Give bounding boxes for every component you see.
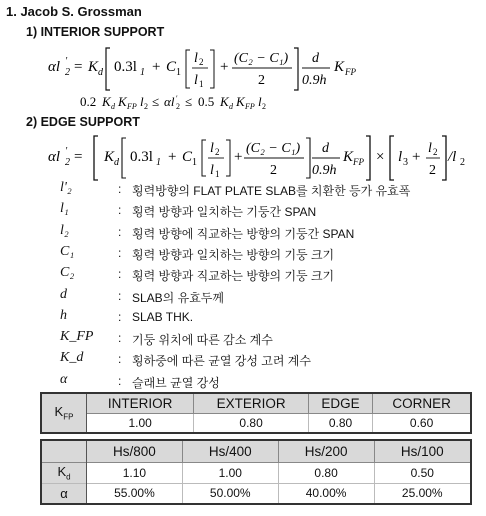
svg-text:d: d <box>111 102 115 111</box>
interior-limit <box>80 92 320 112</box>
section-edge-title: 2) EDGE SUPPORT <box>26 115 140 129</box>
definition-text: 슬래브 균열 강성 <box>132 376 220 390</box>
svg-text:+: + <box>168 149 177 165</box>
svg-text:FP: FP <box>245 102 255 111</box>
svg-text:0.9h: 0.9h <box>312 163 337 178</box>
kd-value-cell: 1.10 <box>87 462 183 483</box>
svg-text:+: + <box>220 59 229 75</box>
svg-text:+: + <box>412 149 421 165</box>
svg-text:K: K <box>220 94 229 109</box>
definition-symbol: l₁ <box>60 201 69 216</box>
svg-text:1: 1 <box>192 157 197 168</box>
alpha-row-label: α <box>41 483 87 504</box>
svg-text:(C₂ − C₁): (C₂ − C₁) <box>234 51 289 66</box>
alpha-value-cell: 25.00% <box>374 483 471 504</box>
svg-text:l: l <box>258 94 262 109</box>
svg-text:l: l <box>210 163 214 178</box>
kd-value-cell: 0.50 <box>374 462 471 483</box>
definition-colon: : <box>118 246 122 260</box>
svg-text:l: l <box>194 51 198 66</box>
alpha-value-cell: 55.00% <box>87 483 183 504</box>
definition-colon: : <box>118 310 122 324</box>
svg-text:0.9h: 0.9h <box>302 73 327 88</box>
svg-text:l: l <box>194 73 198 88</box>
svg-text:K: K <box>102 94 111 109</box>
svg-text:0.3l: 0.3l <box>130 149 153 165</box>
svg-text:K: K <box>104 149 115 165</box>
definition-colon: : <box>118 289 122 303</box>
svg-text:(C₂ − C₁): (C₂ − C₁) <box>246 141 301 156</box>
kfp-row-label: $K_{FP}$ <box>41 393 87 433</box>
definition-text: SLAB의 유효두께 <box>132 291 224 305</box>
svg-text:1: 1 <box>176 67 181 78</box>
definition-text: 횡력 방향에 직교하는 방향의 기둥간 SPAN <box>132 227 355 241</box>
definition-text: 횡력방향의 FLAT PLATE SLAB를 치환한 등가 유효폭 <box>132 184 411 198</box>
svg-text:2: 2 <box>270 163 277 178</box>
definition-symbol: α <box>60 372 68 387</box>
svg-text:K: K <box>334 59 345 75</box>
svg-text:≤: ≤ <box>185 94 193 109</box>
definition-symbol: l'₂ <box>60 180 72 195</box>
kfp-value-cell: 0.60 <box>373 413 471 433</box>
svg-text:1: 1 <box>199 79 204 89</box>
kd-table-corner <box>41 440 87 462</box>
kfp-header-cell: EXTERIOR <box>194 393 309 413</box>
svg-text:d: d <box>114 157 119 168</box>
svg-text:l: l <box>428 141 432 156</box>
svg-text:≤: ≤ <box>152 94 160 109</box>
svg-text:αl: αl <box>48 149 61 165</box>
svg-text:K: K <box>343 149 354 165</box>
svg-text:+: + <box>152 59 161 75</box>
definition-text: 횡하중에 따른 균열 강성 고려 계수 <box>132 354 311 368</box>
svg-text:d: d <box>322 141 329 156</box>
svg-text:d: d <box>312 51 319 66</box>
kfp-value-cell: 1.00 <box>87 413 194 433</box>
definition-symbol: C₂ <box>60 265 75 280</box>
svg-text:2: 2 <box>262 102 266 111</box>
definition-symbol: C₁ <box>60 244 75 259</box>
definition-text: 횡력 방향과 일치하는 기둥간 SPAN <box>132 205 317 219</box>
kfp-header-cell: EDGE <box>308 393 372 413</box>
svg-text:2: 2 <box>433 147 438 157</box>
definition-text: 기둥 위치에 따른 감소 계수 <box>132 333 273 347</box>
svg-text:2: 2 <box>144 102 148 111</box>
svg-text:2: 2 <box>65 157 70 168</box>
definition-colon: : <box>118 267 122 281</box>
kfp-header-cell: CORNER <box>373 393 471 413</box>
definition-colon: : <box>118 352 122 366</box>
svg-text:K: K <box>236 94 245 109</box>
definition-text: SLAB THK. <box>132 310 194 324</box>
svg-text:l: l <box>210 141 214 156</box>
definition-colon: : <box>118 182 122 196</box>
definition-symbol: d <box>60 287 67 302</box>
svg-text:2: 2 <box>176 102 180 111</box>
svg-text:FP: FP <box>353 157 364 167</box>
definition-text: 횡력 방향과 직교하는 방향의 기둥 크기 <box>132 269 335 283</box>
definition-text: 횡력 방향과 일치하는 방향의 기둥 크기 <box>132 248 335 262</box>
svg-text:K: K <box>118 94 127 109</box>
kfp-header-cell: INTERIOR <box>87 393 194 413</box>
edge-formula <box>40 130 480 182</box>
alpha-value-cell: 40.00% <box>278 483 374 504</box>
svg-text:/l: /l <box>448 149 457 165</box>
svg-text:1: 1 <box>156 157 161 168</box>
svg-text:l: l <box>140 94 144 109</box>
kd-value-cell: 0.80 <box>278 462 374 483</box>
formula-lhs: αl <box>48 59 61 75</box>
svg-text:FP: FP <box>127 102 137 111</box>
svg-text:d: d <box>98 67 103 78</box>
kd-header-cell: Hs/200 <box>278 440 374 462</box>
svg-text:l: l <box>398 149 403 165</box>
definition-symbol: K_d <box>60 350 84 365</box>
kfp-value-cell: 0.80 <box>194 413 309 433</box>
definition-colon: : <box>118 203 122 217</box>
kd-header-cell: Hs/400 <box>182 440 278 462</box>
svg-text:+: + <box>234 149 243 165</box>
alpha-value-cell: 50.00% <box>182 483 278 504</box>
svg-text:C: C <box>166 59 177 75</box>
svg-text:2: 2 <box>199 57 204 67</box>
svg-text:0.3l: 0.3l <box>114 59 137 75</box>
kfp-table <box>40 392 472 434</box>
kd-value-cell: 1.00 <box>182 462 278 483</box>
svg-text:3: 3 <box>403 157 408 168</box>
definition-colon: : <box>118 331 122 345</box>
svg-text:=: = <box>74 59 83 75</box>
definition-symbol: l₂ <box>60 223 69 238</box>
svg-text:0.5: 0.5 <box>198 94 215 109</box>
interior-formula <box>40 40 370 92</box>
svg-text:2: 2 <box>429 163 436 178</box>
kfp-value-cell: 0.80 <box>308 413 372 433</box>
svg-text:2: 2 <box>460 157 465 168</box>
svg-text:=: = <box>74 149 83 165</box>
svg-text:2: 2 <box>65 67 70 78</box>
svg-text:C: C <box>182 149 193 165</box>
svg-text:2: 2 <box>215 147 220 157</box>
section-interior-title: 1) INTERIOR SUPPORT <box>26 25 165 39</box>
svg-text:d: d <box>229 102 233 111</box>
definition-symbol: K_FP <box>60 329 94 344</box>
kd-header-cell: Hs/800 <box>87 440 183 462</box>
kd-table <box>40 439 472 505</box>
kd-symbol: K <box>88 59 99 75</box>
definition-colon: : <box>118 225 122 239</box>
svg-text:1: 1 <box>140 67 145 78</box>
svg-text:0.2: 0.2 <box>80 94 97 109</box>
definition-symbol: h <box>60 308 67 323</box>
svg-text:αl: αl <box>164 94 175 109</box>
svg-text:′: ′ <box>65 146 68 157</box>
svg-text:×: × <box>376 149 385 165</box>
svg-text:1: 1 <box>215 169 220 179</box>
svg-text:′: ′ <box>176 94 178 103</box>
svg-text:FP: FP <box>345 67 356 77</box>
kd-header-cell: Hs/100 <box>374 440 471 462</box>
definition-colon: : <box>118 374 122 388</box>
svg-text:′: ′ <box>65 56 68 67</box>
kd-row-label: $K_d$ <box>41 462 87 483</box>
page-heading: 1. Jacob S. Grossman <box>6 4 142 19</box>
svg-text:2: 2 <box>258 73 265 88</box>
